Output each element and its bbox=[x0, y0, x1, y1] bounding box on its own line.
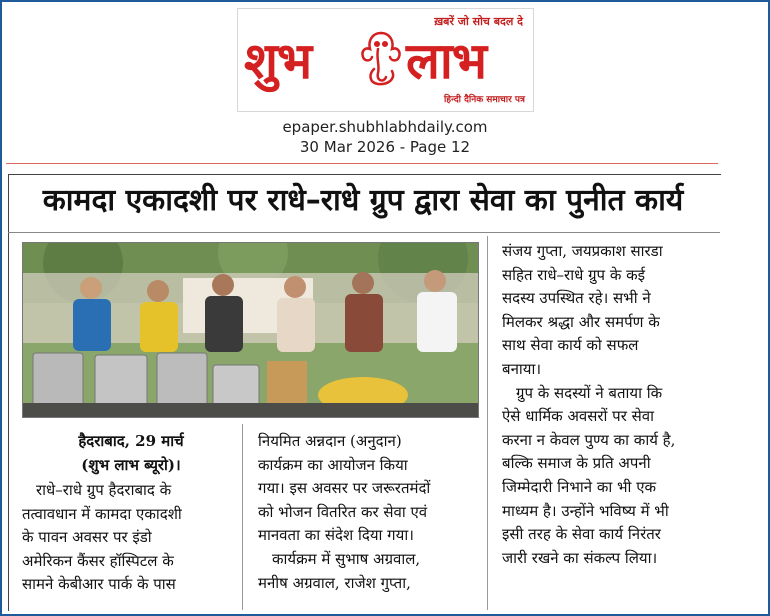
text-line: गया। इस अवसर पर जरूरतमंदों bbox=[258, 479, 431, 498]
epaper-url: epaper.shubhlabhdaily.com bbox=[282, 118, 488, 136]
text-line: कार्यक्रम का आयोजन किया bbox=[258, 455, 408, 474]
text-line: ग्रुप के सदस्यों ने बताया कि bbox=[516, 383, 663, 402]
text-line: करना न केवल पुण्य का कार्य है, bbox=[502, 430, 676, 449]
column-rule bbox=[487, 236, 488, 610]
separator-line bbox=[6, 163, 718, 164]
dateline-bureau: (शुभ लाभ ब्यूरो)। bbox=[81, 456, 181, 474]
text-line: मिलकर श्रद्धा और समर्पण के bbox=[502, 312, 660, 331]
text-line: मानवता का संदेश दिया गया। bbox=[258, 526, 414, 545]
article-photo bbox=[22, 242, 479, 418]
masthead-subtitle: हिन्दी दैनिक समाचार पत्र bbox=[443, 95, 525, 105]
text-line: अमेरिकन कैंसर हॉस्पिटल के bbox=[22, 551, 174, 570]
text-line: सहित राधे–राधे ग्रुप के कई bbox=[502, 265, 645, 284]
article-column-2 bbox=[258, 430, 480, 595]
column-rule bbox=[242, 424, 243, 610]
text-line: को भोजन वितरित कर सेवा एवं bbox=[258, 502, 428, 521]
text-line: संजय गुप्ता, जयप्रकाश सारडा bbox=[502, 242, 663, 260]
text-line: इसी तरह के सेवा कार्य निरंतर bbox=[502, 525, 661, 544]
text-line: सदस्य उपस्थित रहे। सभी ने bbox=[502, 289, 651, 308]
masthead-tagline: ख़बरें जो सोच बदल दे bbox=[434, 15, 523, 28]
article-headline: कामदा एकादशी पर राधे–राधे ग्रुप द्वारा सेवा का पुनीत कार्य bbox=[42, 183, 684, 218]
text-line: जिम्मेदारी निभाने का भी एक bbox=[502, 477, 657, 496]
logo-text-left: शुभ bbox=[244, 31, 312, 90]
text-line: मनीष अग्रवाल, राजेश गुप्ता, bbox=[258, 573, 411, 592]
text-line: सामने केबीआर पार्क के पास bbox=[22, 575, 176, 594]
text-line: तत्वावधान में कामदा एकादशी bbox=[22, 504, 182, 523]
newspaper-masthead bbox=[237, 8, 534, 112]
logo-text-right: लाभ bbox=[406, 31, 486, 90]
text-line: राधे–राधे ग्रुप हैदराबाद के bbox=[36, 481, 172, 499]
edition-date: 30 Mar 2026 - Page 12 bbox=[299, 138, 471, 156]
text-line: कार्यक्रम में सुभाष अग्रवाल, bbox=[272, 549, 421, 568]
ganesh-logo-icon bbox=[356, 29, 406, 87]
text-line: बनाया। bbox=[502, 359, 542, 378]
text-line: जारी रखने का संकल्प लिया। bbox=[502, 548, 658, 567]
headline-rule bbox=[8, 232, 720, 233]
text-line: माध्यम है। उन्होंने भविष्य में भी bbox=[502, 501, 669, 520]
text-line: ऐसे धार्मिक अवसरों पर सेवा bbox=[502, 407, 654, 426]
dateline-city: हैदराबाद, 29 मार्च bbox=[78, 432, 184, 450]
text-line: बल्कि समाज के प्रति अपनी bbox=[502, 454, 651, 473]
text-line: नियमित अन्नदान (अनुदान) bbox=[258, 432, 402, 450]
article-column-1 bbox=[22, 479, 240, 597]
text-line: साथ सेवा कार्य को सफल bbox=[502, 336, 639, 355]
text-line: के पावन अवसर पर इंडो bbox=[22, 528, 152, 547]
article-column-3 bbox=[502, 240, 716, 570]
